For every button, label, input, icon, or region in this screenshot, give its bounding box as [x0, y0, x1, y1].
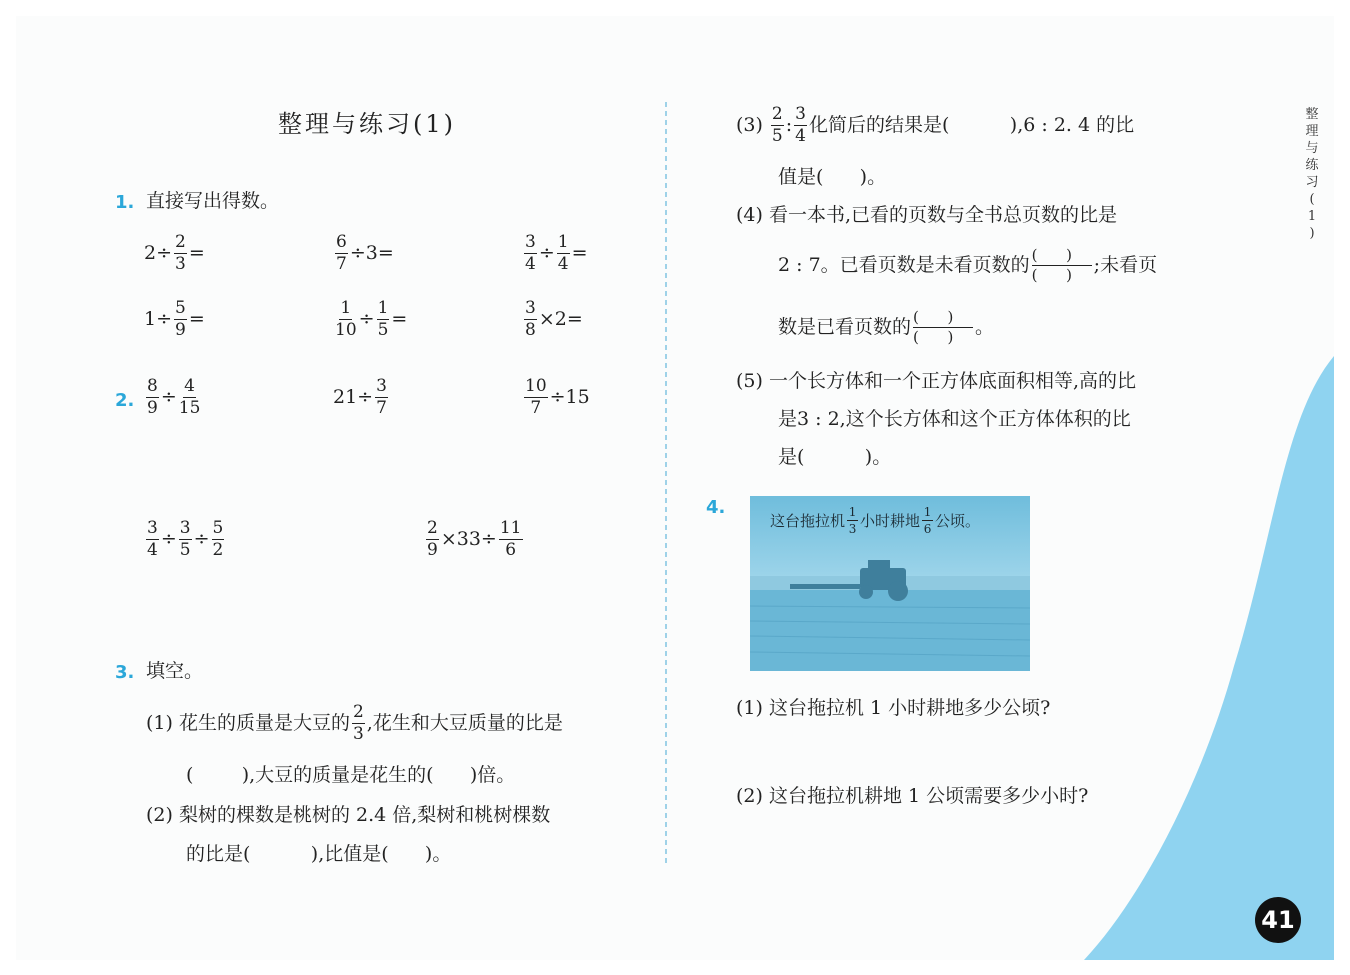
fraction — [524, 300, 537, 339]
q4-subquestion-2: (2) 这台拖拉机耕地 1 公顷需要多少小时? — [736, 785, 1089, 807]
expr-text: ÷ — [160, 528, 177, 550]
side-char: 理 — [1305, 124, 1319, 139]
tractor-photo — [750, 496, 1030, 671]
side-char: 整 — [1305, 107, 1319, 122]
page-title: 整理与练习(1) — [278, 110, 456, 138]
fraction — [179, 520, 192, 559]
question-3-label: 填空。 — [146, 660, 204, 682]
numerator: 1 — [923, 505, 932, 519]
fraction — [179, 378, 201, 417]
side-char: ) — [1309, 226, 1315, 241]
expr-text: ×33÷ — [440, 528, 497, 550]
blank-denominator: ( ) — [913, 328, 954, 346]
denominator: 3 — [175, 254, 186, 274]
fraction — [524, 234, 537, 273]
denominator: 6 — [923, 522, 932, 536]
side-tab — [1303, 106, 1321, 242]
side-char: 1 — [1307, 209, 1317, 224]
column-divider — [665, 102, 667, 867]
numerator: 10 — [525, 376, 547, 396]
blank-numerator: ( ) — [913, 310, 973, 328]
numerator: 2 — [352, 702, 364, 722]
fraction — [847, 506, 858, 535]
denominator: 6 — [505, 540, 517, 560]
expr-text: ÷ — [358, 308, 375, 330]
expr-text: 1÷ — [144, 308, 173, 330]
denominator: 10 — [335, 320, 357, 340]
denominator: 7 — [530, 398, 542, 418]
expr-text: = — [188, 308, 205, 330]
q3-item-4-line-1: (4) 看一本书,已看的页数与全书总页数的比是 — [736, 204, 1117, 226]
q1-expr-2 — [333, 234, 394, 273]
fraction — [377, 300, 390, 339]
blank-denominator: ( ) — [1031, 266, 1072, 284]
fraction — [426, 520, 439, 559]
fraction — [922, 506, 933, 535]
q2-expr-2 — [333, 378, 390, 417]
q3-item-1-line-2: ( ),大豆的质量是花生的( )倍。 — [186, 764, 516, 786]
caption-text: 公顷。 — [935, 512, 981, 530]
fraction — [335, 234, 348, 273]
numerator: 3 — [376, 376, 387, 396]
q1-expr-1 — [144, 234, 205, 273]
item-text: (3) — [736, 114, 763, 136]
question-3-number: 3. — [115, 662, 135, 683]
expr-text: = — [571, 242, 588, 264]
denominator: 8 — [525, 320, 536, 340]
numerator: 1 — [377, 298, 389, 318]
denominator: 5 — [771, 126, 783, 146]
fraction — [524, 378, 548, 417]
expr-text: 2÷ — [144, 242, 173, 264]
denominator: 9 — [147, 398, 158, 418]
q3-item-4-line-3 — [778, 310, 994, 345]
fraction — [146, 378, 159, 417]
q3-item-5-line-2: 是3 : 2,这个长方体和这个正方体体积的比 — [778, 408, 1131, 430]
denominator: 3 — [352, 724, 364, 744]
q3-item-5-line-3: 是( )。 — [778, 446, 892, 468]
fraction — [335, 300, 357, 339]
numerator: 2 — [771, 104, 783, 124]
numerator: 3 — [525, 298, 536, 318]
denominator: 4 — [147, 540, 158, 560]
side-char: 习 — [1305, 175, 1319, 190]
q4-subquestion-1: (1) 这台拖拉机 1 小时耕地多少公顷? — [736, 697, 1051, 719]
expr-text: ÷3= — [349, 242, 394, 264]
item-text: 化简后的结果是( ),6 : 2. 4 的比 — [808, 114, 1135, 136]
question-1-label: 直接写出得数。 — [146, 190, 280, 212]
question-2-number: 2. — [115, 390, 135, 411]
q1-expr-5 — [333, 300, 407, 339]
expr-text: ÷ — [160, 386, 177, 408]
numerator: 11 — [499, 518, 522, 538]
q3-item-1-line-1 — [146, 704, 563, 743]
denominator: 4 — [795, 126, 806, 146]
question-1-number: 1. — [115, 192, 135, 213]
denominator: 2 — [212, 540, 224, 560]
q3-item-2-line-1: (2) 梨树的棵数是桃树的 2.4 倍,梨树和桃树棵数 — [146, 804, 551, 826]
numerator: 4 — [184, 376, 195, 396]
denominator: 9 — [175, 320, 186, 340]
q2-expr-4 — [144, 520, 226, 559]
item-text: (1) 花生的质量是大豆的 — [146, 712, 350, 734]
fraction — [375, 378, 388, 417]
caption-text: 小时耕地 — [860, 512, 921, 530]
numerator: 6 — [336, 232, 347, 252]
fraction — [794, 106, 807, 145]
fraction — [771, 106, 784, 145]
blank-fraction[interactable] — [1032, 248, 1092, 283]
blank-fraction[interactable] — [913, 310, 973, 345]
denominator: 9 — [427, 540, 438, 560]
numerator: 1 — [340, 298, 352, 318]
numerator: 2 — [427, 518, 438, 538]
numerator: 5 — [212, 518, 224, 538]
expr-text: ×2= — [538, 308, 583, 330]
expr-text: ÷15 — [549, 386, 590, 408]
decorative-wave — [1054, 16, 1334, 960]
q1-expr-4 — [144, 300, 205, 339]
denominator: 4 — [525, 254, 536, 274]
expr-text: = — [188, 242, 205, 264]
page-number: 41 — [1255, 897, 1301, 943]
denominator: 3 — [848, 522, 857, 536]
question-4-number: 4. — [706, 497, 726, 518]
q3-item-4-line-2 — [778, 248, 1157, 283]
numerator: 2 — [175, 232, 186, 252]
denominator: 5 — [377, 320, 389, 340]
expr-text: = — [391, 308, 408, 330]
q1-expr-3 — [522, 234, 588, 273]
expr-text: 21÷ — [333, 386, 374, 408]
q2-expr-1 — [144, 378, 202, 417]
numerator: 3 — [525, 232, 536, 252]
fraction — [557, 234, 570, 273]
side-char: 与 — [1305, 141, 1319, 156]
fraction — [212, 520, 225, 559]
denominator: 7 — [376, 398, 387, 418]
denominator: 15 — [178, 398, 201, 418]
fraction — [146, 520, 159, 559]
numerator: 1 — [557, 232, 569, 252]
q2-expr-3 — [522, 378, 590, 417]
item-text: ;未看页 — [1093, 254, 1158, 276]
photo-caption — [770, 506, 980, 535]
numerator: 3 — [147, 518, 158, 538]
item-text: 2 : 7。已看页数是未看页数的 — [778, 254, 1030, 276]
item-text: ,花生和大豆质量的比是 — [366, 712, 563, 734]
expr-text: ÷ — [538, 242, 555, 264]
item-text: 。 — [975, 316, 995, 338]
denominator: 5 — [179, 540, 191, 560]
denominator: 4 — [557, 254, 569, 274]
fraction — [174, 300, 187, 339]
numerator: 3 — [795, 104, 806, 124]
numerator: 5 — [175, 298, 186, 318]
denominator: 7 — [336, 254, 347, 274]
expr-text: ÷ — [193, 528, 210, 550]
q1-expr-6 — [522, 300, 583, 339]
numerator: 8 — [147, 376, 158, 396]
side-char: 练 — [1305, 158, 1319, 173]
item-text: : — [785, 114, 793, 136]
q3-item-3-line-2: 值是( )。 — [778, 166, 887, 188]
caption-text: 这台拖拉机 — [770, 512, 846, 530]
numerator: 1 — [848, 505, 857, 519]
item-text: 数是已看页数的 — [778, 316, 912, 338]
q3-item-2-line-2: 的比是( ),比值是( )。 — [186, 843, 452, 865]
fraction — [174, 234, 187, 273]
q3-item-5-line-1: (5) 一个长方体和一个正方体底面积相等,高的比 — [736, 370, 1136, 392]
fraction — [499, 520, 523, 559]
side-char: ( — [1309, 192, 1315, 207]
fraction — [352, 704, 365, 743]
blank-numerator: ( ) — [1032, 248, 1092, 266]
workbook-page — [16, 16, 1334, 960]
q2-expr-5 — [424, 520, 525, 559]
q3-item-3-line-1 — [736, 106, 1134, 145]
numerator: 3 — [179, 518, 191, 538]
